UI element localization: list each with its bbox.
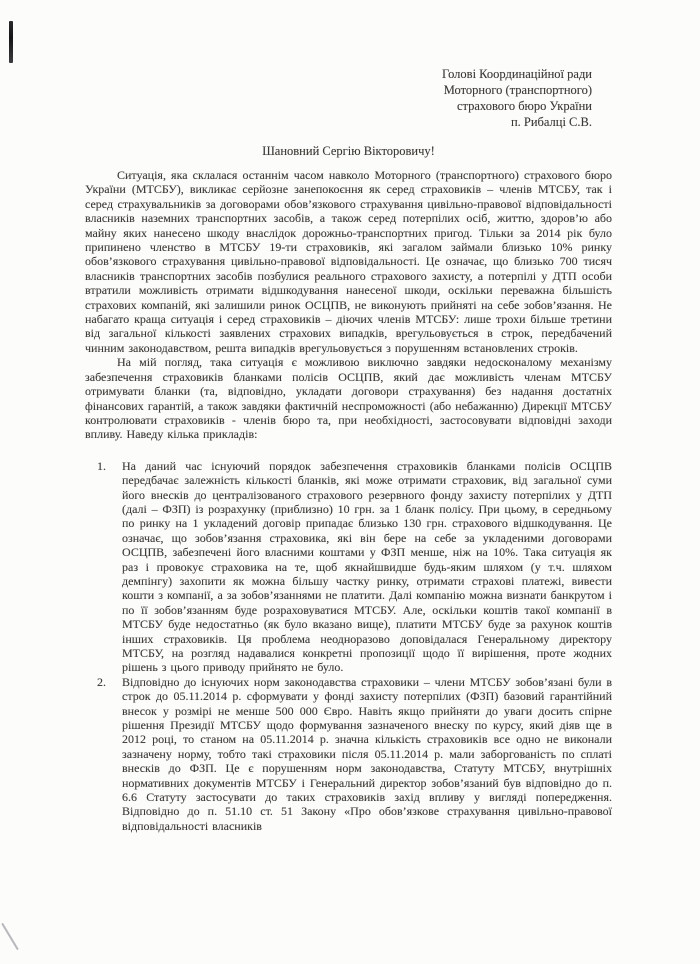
letter-body [85, 0, 612, 833]
examples-list [85, 459, 612, 834]
list-item-number: 2. [97, 674, 106, 689]
scan-artifact-diagonal [1, 923, 19, 951]
recipient-line-1: Голові Координаційної ради [441, 67, 592, 81]
list-item [97, 675, 612, 833]
scan-mark-top-left [9, 21, 13, 63]
list-item-text-blank-provision: На даний час існуючий порядок забезпечення страховиків бланками полісів ОСЦПВ передбачає залежність кількості бланків, які може отримати страховик, від загальної суми його внесків до централізованого страхового резервного фонду захисту потерпілих у ДТП (далі – ФЗП) із розрахунку (приблизно) 10 грн. за 1 бланк полісу. При цьому, в середньому по ринку на 1 укладений договір припадає близько 130 грн. страхового відшкодування. Це означає, що зобов’язання страховика, які він бере на себе за укладеними договорами ОСЦПВ, забезпечені його власними коштами у ФЗП менше, ніж на 10%. Така ситуація як раз і провокує страховика на те, щоб якнайшвидше будь-яким шляхом (у т.ч. шляхом демпінгу) захопити як можна більшу частку ринку, отримати страхові платежі, вивести кошти з компанії, а за зобов’язаннями не платити. Далі компанію можна визнати банкрутом і по її зобов’язанням буде розраховуватися МТСБУ. Але, оскільки коштів такої компанії в МТСБУ буде недостатньо (як було вказано вище), платити МТСБУ буде за рахунок коштів інших страховиків. Ця проблема неодноразово доповідалася Генеральному директору МТСБУ, на розгляд надавалися конкретні пропозиції щодо її вирішення, проте жодних рішень з цього приводу прийнято не було. [122, 458, 612, 675]
list-item [97, 459, 612, 675]
list-item-number: 1. [97, 458, 106, 473]
paragraph-situation-overview: Ситуація, яка склалася останнім часом навколо Моторного (транспортного) страхового бюро України (МТСБУ), викликає серйозне занепокоєння як серед страховиків – членів МТСБУ, так і серед страхувальників за договорами обов’язкового страхування цивільно-правової відповідальності власників наземних транспортних засобів, а також серед потерпілих осіб, життю, здоров’ю або майну яких нанесено шкоду внаслідок дорожньо-транспортних пригод. Тільки за 2014 рік було припинено членство в МТСБУ 19-ти страховиків, які загалом займали близько 10% ринку обов’язкового страхування цивільно-правової відповідальності. Це означає, що близько 700 тисяч власників транспортних засобів позбулися реального страхового захисту, а потерпілі у ДТП особи втратили можливість отримати відшкодування нанесеної шкоди, оскільки переважна більшість страхових компаній, які залишили ринок ОСЦПВ, не виконують прийняті на себе зобов’язання. Не набагато краща ситуація і серед страховиків – діючих членів МТСБУ: лише трохи більше третини від загальної кількості заявлених страхових випадків, врегульовується в строк, передбачений чинним законодавством, решта випадків врегульовується з порушенням встановлених строків. [85, 168, 612, 355]
recipient-line-3: страхового бюро України [456, 99, 592, 113]
list-item-text-guarantee-fund: Відповідно до існуючих норм законодавства страховики – члени МТСБУ зобов’язані були в строк до 05.11.2014 р. сформувати у фонді захисту потерпілих (ФЗП) базовий гарантійний внесок у розмірі не менше 500 000 Євро. Навіть якщо прийняти до уваги досить спірне рішення Президії МТСБУ щодо формування зазначеного внеску по курсу, який діяв ще в 2012 році, то станом на 05.11.2014 р. значна кількість страховиків все одно не виконали зазначену норму, тобто такі страховики після 05.11.2014 р. мали заборгованість по сплаті внесків до ФЗП. Це є порушенням норм законодавства, Статуту МТСБУ, внутрішніх нормативних документів МТСБУ і Генеральний директор зобов’язаний був відповідно до п. 6.6 Статуту застосувати до таких страховиків захід впливу у вигляді попередження. Відповідно до п. 51.10 ст. 51 Закону «Про обов’язкове страхування цивільно-правової відповідальності власників [122, 674, 612, 833]
recipient-address-block [85, 66, 612, 130]
recipient-line-4: п. Рибалці С.В. [510, 115, 592, 129]
salutation: Шановний Сергію Вікторовичу! [262, 144, 435, 158]
recipient-line-2: Моторного (транспортного) [443, 83, 592, 97]
paragraph-opinion-mechanism: На мій погляд, така ситуація є можливою виключно завдяки недосконалому механізму забезпечення страховиків бланками полісів ОСЦПВ, який дає можливість членам МТСБУ отримувати бланки (та, відповідно, укладати договори страхування) без надання достатніх фінансових гарантій, а також завдяки фактичній неспроможності (або небажанню) Дирекції МТСБУ контролювати страховиків - членів бюро та, при необхідності, застосовувати відповідні заходи впливу. Наведу кілька прикладів: [85, 355, 612, 442]
